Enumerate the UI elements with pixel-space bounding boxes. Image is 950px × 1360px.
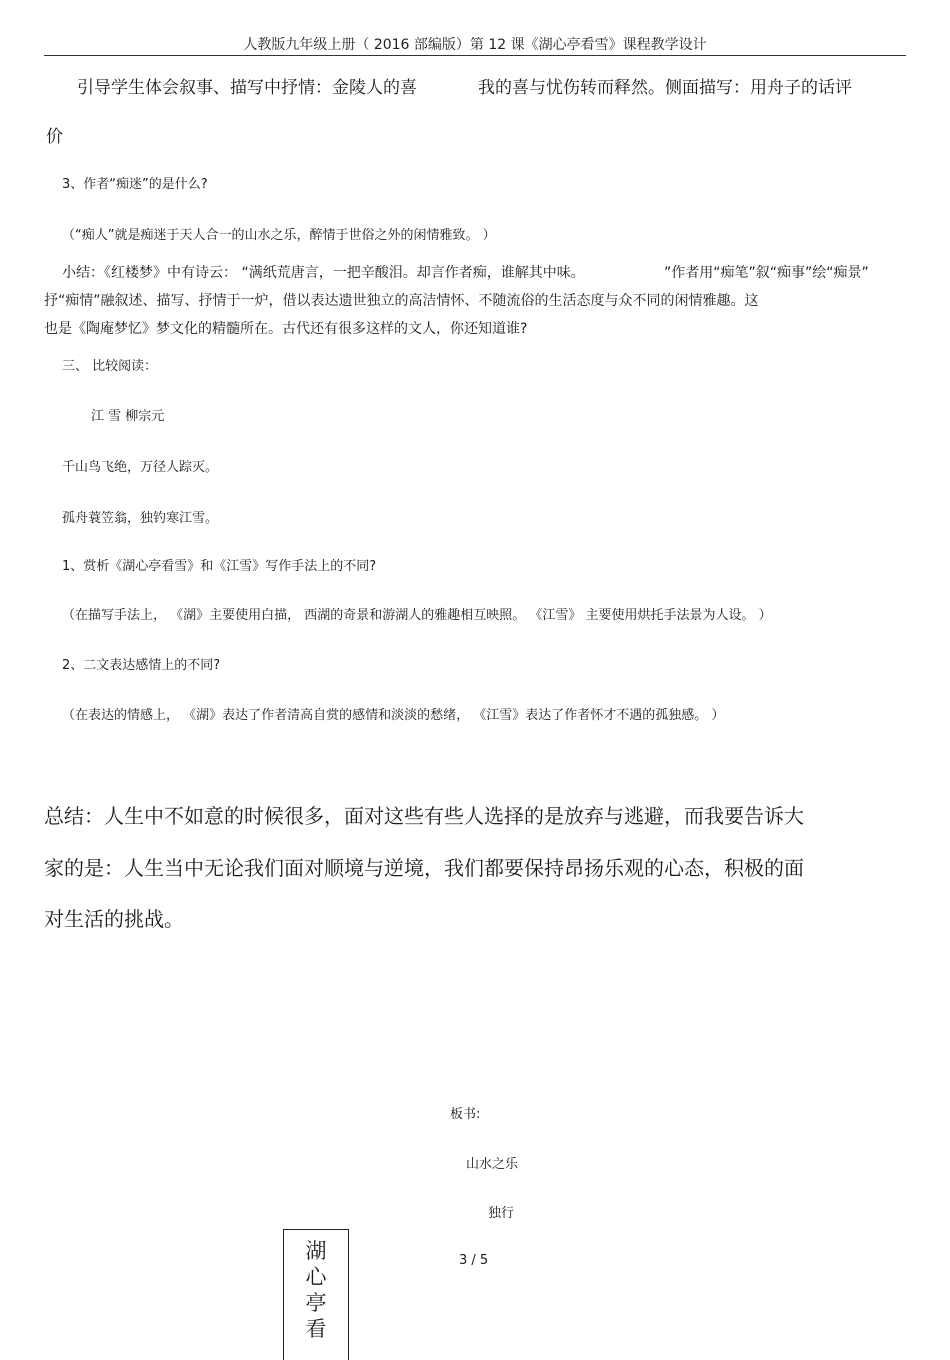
guide-text-part2: 我的喜与忧伤转而释然。侧面描写：用舟子的话评 [478, 78, 852, 98]
guide-text-part1: 引导学生体会叙事、描写中抒情：金陵人的喜 [77, 78, 417, 98]
summary-line3: 也是《陶庵梦忆》梦文化的精髓所在。古代还有很多这样的文人，你还知道谁? [44, 321, 528, 337]
board-char: 心 [305, 1265, 327, 1289]
conclusion-line3: 对生活的挑战。 [44, 907, 184, 931]
summary-line1b: ”作者用“痴笔”叙“痴事”绘“痴景” [664, 265, 869, 281]
answer-2: （在表达的情感上， 《湖》表达了作者清高自赏的感情和淡淡的愁绪， 《江雪》表达了作者怀才不遇的孤独感。 ） [62, 708, 725, 723]
board-char: 看 [305, 1317, 327, 1341]
section-3-heading: 三、 比较阅读： [62, 359, 158, 374]
header-divider [44, 55, 906, 56]
board-char: 亭 [305, 1291, 327, 1315]
page-number: 3 / 5 [459, 1253, 489, 1268]
conclusion-line1: 总结：人生中不如意的时候很多，面对这些有些人选择的是放弃与逃避，而我要告诉大 [44, 804, 804, 828]
question-3: 3、作者“痴迷”的是什么? [62, 177, 208, 192]
board-label: 板书: [450, 1107, 481, 1122]
summary-line2: 抒“痴情”融叙述、描写、抒情于一炉，借以表达遗世独立的高洁情怀、不随流俗的生活态度与众不同的闲情雅趣。这 [44, 293, 759, 309]
answer-1: （在描写手法上， 《湖》主要使用白描， 西湖的奇景和游湖人的雅趣相互映照。 《江雪》 主要使用烘托手法景为人设。 ） [62, 608, 772, 623]
board-title-box [283, 1229, 349, 1360]
poem-line-2: 孤舟蓑笠翁，独钓寒江雪。 [62, 511, 219, 526]
summary-line1a: 小结：《红楼梦》中有诗云： “满纸荒唐言，一把辛酸泪。却言作者痴，谁解其中味。 [62, 265, 585, 281]
board-item-2: 独行 [488, 1206, 515, 1221]
poem-line-1: 千山鸟飞绝，万径人踪灭。 [62, 460, 219, 475]
board-char: 湖 [305, 1239, 327, 1263]
guide-text-line2: 价 [46, 127, 63, 147]
question-2: 2、二文表达感情上的不同? [62, 658, 221, 673]
page-header-title: 人教版九年级上册（ 2016 部编版）第 12 课《湖心亭看雪》课程教学设计 [243, 37, 707, 53]
answer-3: （“痴人”就是痴迷于天人合一的山水之乐，醉情于世俗之外的闲情雅致。 ） [62, 228, 496, 243]
poem-title: 江 雪 柳宗元 [91, 409, 165, 424]
board-item-1: 山水之乐 [466, 1157, 519, 1172]
question-1: 1、赏析《湖心亭看雪》和《江雪》写作手法上的不同? [62, 559, 377, 574]
conclusion-line2: 家的是：人生当中无论我们面对顺境与逆境，我们都要保持昂扬乐观的心态，积极的面 [44, 856, 804, 880]
